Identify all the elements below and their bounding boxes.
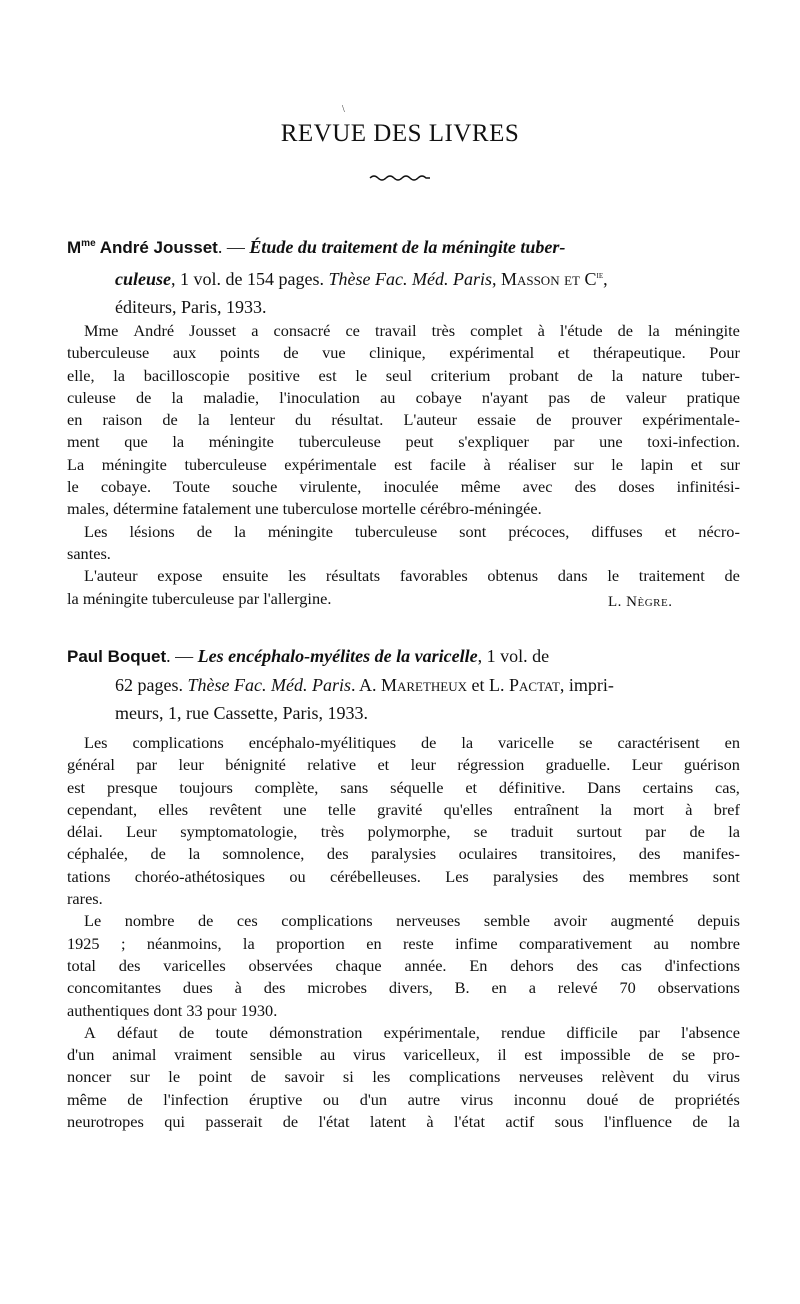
page-title: REVUE DES LIVRES	[280, 120, 520, 147]
text-line: 1925 ; néanmoins, la proportion en reste infime comparativement au nombre	[67, 933, 740, 953]
text-line: en raison de la lenteur du résultat. L'auteur essaie de prouver expérimentale-	[67, 410, 740, 430]
text-line: délai. Leur symptomatologie, très polymorphe, se traduit surtout par de la	[67, 822, 740, 842]
review1-author: $M^{me}$ André Jousset	[67, 238, 218, 257]
text-line: rares.	[67, 889, 103, 909]
text-line: la méningite tuberculeuse par l'allergine.	[67, 588, 332, 608]
text-line: elle, la bacilloscopie positive est le seul criterium probant de la nature tuber-	[67, 365, 740, 385]
text-line: concomitantes dues à des microbes divers, B. en a relevé 70 observations	[67, 978, 740, 998]
text-line: Les complications encéphalo-myélitiques de la varicelle se caractérisent en	[84, 733, 740, 752]
review2-author: Paul Boquet	[67, 647, 167, 666]
review1-signature: L. Nègre.	[608, 594, 673, 610]
text-line: d'un animal vraiment sensible au virus varicelleux, il est impossible de se pro-	[67, 1045, 740, 1065]
text-line: neurotropes qui passerait de l'état latent à l'état actif sous l'influence de la	[67, 1112, 740, 1132]
text-line: Le nombre de ces complications nerveuses semble avoir augmenté depuis	[84, 911, 740, 931]
review2-printer-2: Pactat	[509, 675, 560, 695]
review2-thesis: Thèse Fac. Méd. Paris	[187, 675, 351, 695]
review2-heading: Paul Boquet. — Les encéphalo-myélites de la varicelle, 1 vol. de 62 pages. Thèse Fac. Méd. Paris. A. Maretheux et L. Pactat, impri- meurs, 1, rue Cassette, Paris, 1933.	[67, 646, 614, 723]
review1-body	[67, 320, 740, 610]
text-line: tations choréo-athétosiques ou cérébelleuses. Les paralysies des membres sont	[67, 866, 740, 886]
review2-title: Les encéphalo-myélites de la varicelle	[197, 646, 478, 666]
text-line: même de l'infection éruptive ou d'un autre virus inconnu doué de propriétés	[67, 1089, 740, 1109]
review1-publisher: Masson et $C^{ie}$	[500, 269, 604, 289]
text-line: total des varicelles observées chaque année. En dehors des cas d'infections	[67, 955, 740, 975]
text-line: est presque toujours complète, sans séquelle et définitive. Dans certains cas,	[67, 777, 740, 797]
text-line: cependant, elles revêtent une telle gravité qu'elles entraînent la mort à bref	[67, 799, 740, 819]
text-line: males, détermine fatalement une tuberculose mortelle cérébro-méningée.	[67, 499, 542, 519]
text-line: Les lésions de la méningite tuberculeuse sont précoces, diffuses et nécro-	[84, 521, 740, 541]
text-line: La méningite tuberculeuse expérimentale est facile à réaliser sur le lapin et sur	[67, 454, 740, 474]
text-line: le cobaye. Toute souche virulente, inoculée même avec des doses infinitési-	[67, 477, 740, 497]
title-ornament	[368, 172, 432, 182]
text-line: ment que la méningite tuberculeuse peut s'expliquer par une toxi-infection.	[67, 432, 740, 452]
text-line: santes.	[67, 543, 111, 563]
text-line: tuberculeuse aux points de vue clinique, expérimental et thérapeutique. Pour	[67, 343, 740, 363]
text-line: Mme André Jousset a consacré ce travail très complet à l'étude de la méningite	[84, 321, 740, 340]
text-line: L'auteur expose ensuite les résultats favorables obtenus dans le traitement de	[84, 566, 740, 586]
text-line: général par leur bénignité relative et leur régression graduelle. Leur guérison	[67, 755, 740, 775]
review2-body	[67, 732, 740, 1133]
stray-mark: \	[342, 104, 345, 115]
review2-printer-1: Maretheux	[380, 675, 468, 695]
text-line: céphalée, de la somnolence, des paralysies oculaires transitoires, des manifes-	[67, 844, 740, 864]
text-line: authentiques dont 33 pour 1930.	[67, 1000, 278, 1020]
text-line: culeuse de la maladie, l'inoculation au cobaye n'ayant pas de valeur pratique	[67, 387, 740, 407]
text-line: A défaut de toute démonstration expérimentale, rendue difficile par l'absence	[84, 1022, 740, 1042]
review1-thesis: Thèse Fac. Méd. Paris	[328, 269, 492, 289]
review1-title: Étude du traitement de la méningite tuber-	[249, 237, 566, 257]
review1-heading: $M^{me}$ André Jousset. — Étude du traitement de la méningite tuber- culeuse, 1 vol. de 154 pages. Thèse Fac. Méd. Paris, Masson et $C^{ie}$, éditeurs, Paris, 1933.	[67, 237, 608, 317]
text-line: noncer sur le point de savoir si les complications nerveuses relèvent du virus	[67, 1067, 740, 1087]
